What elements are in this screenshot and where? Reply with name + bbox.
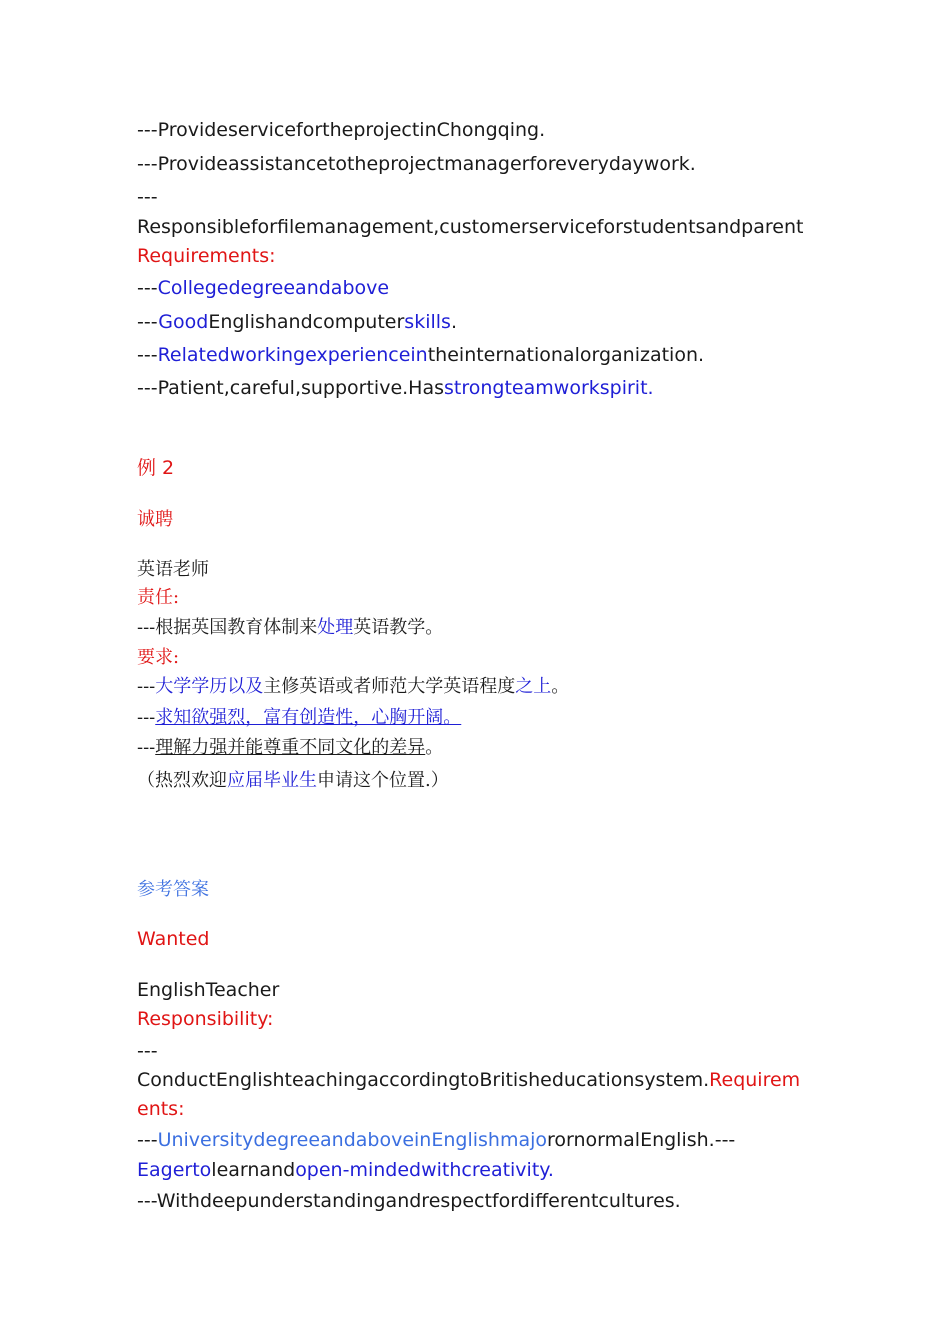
answer-wanted — [137, 927, 209, 951]
answer-requirement-line-3 — [137, 1189, 681, 1213]
requirement-dash: --- — [137, 676, 156, 697]
answer-heading-text: 参考答案 — [137, 879, 209, 900]
responsibility-highlight-cn: 处理 — [317, 617, 354, 638]
answer-responsibility-line — [137, 1068, 800, 1092]
requirement-highlight: Good — [158, 311, 209, 333]
responsibility-heading-cn — [137, 586, 179, 610]
note-line-cn — [137, 769, 449, 793]
requirement-text: ---Patient,careful,supportive.Has — [137, 377, 445, 399]
answer-text: rornormalEnglish.--- — [547, 1129, 736, 1151]
answer-responsibility-heading — [137, 1007, 273, 1031]
requirement-line-1 — [137, 276, 389, 300]
wanted-heading-cn-text: 诚聘 — [137, 509, 173, 530]
requirement-dash: --- — [137, 737, 156, 758]
duty-line-2 — [137, 152, 696, 176]
note-highlight-cn: 应届毕业生 — [227, 770, 317, 791]
requirements-heading — [137, 244, 276, 268]
note-text-cn: （热烈欢迎 — [137, 770, 227, 791]
duty-line-1 — [137, 118, 545, 142]
duty-dash-3: --- — [137, 186, 158, 208]
requirement-line-4 — [137, 376, 654, 400]
answer-dash: --- — [137, 1040, 158, 1062]
duty-text-2: ---Provideassistancetotheprojectmanagerforeverydaywork. — [137, 153, 696, 175]
note-text-cn: 申请这个位置.） — [317, 770, 449, 791]
requirement-highlight-cn: 大学学历以及 — [155, 676, 264, 697]
responsibility-line-cn — [137, 616, 443, 640]
answer-requirements-heading-cont-text: ents: — [137, 1098, 185, 1120]
requirement-text: theinternationalorganization. — [427, 344, 705, 366]
requirement-dash: --- — [137, 707, 156, 728]
answer-highlight: Eagerto — [137, 1159, 212, 1181]
answer-position-text: EnglishTeacher — [137, 979, 280, 1001]
duty-text-3: Responsibleforfilemanagement,customerserviceforstudentsandparent — [137, 216, 804, 238]
responsibility-text-cn: ---根据英国教育体制来 — [137, 617, 318, 638]
requirement-text: Englishandcomputer — [208, 311, 405, 333]
responsibility-text-cn: 英语教学。 — [353, 617, 444, 638]
requirement-text-cn: 。 — [551, 676, 570, 697]
requirement-highlight: Collegedegreeandabove — [157, 277, 390, 299]
requirements-heading-cn — [137, 646, 179, 670]
requirement-text: . — [450, 311, 457, 333]
example-label — [137, 456, 174, 480]
answer-text: learnand — [211, 1159, 296, 1181]
requirement-dash: --- — [137, 277, 158, 299]
requirement-dash: --- — [137, 311, 159, 333]
position-title-cn — [137, 558, 209, 582]
answer-heading — [137, 878, 209, 902]
requirement-line-cn-1 — [137, 675, 569, 699]
requirement-highlight: strongteamworkspirit. — [444, 377, 654, 399]
requirement-highlight-cn: 之上 — [515, 676, 552, 697]
duty-text-1: ---ProvideservicefortheprojectinChongqing. — [137, 119, 546, 141]
answer-requirement-line-2 — [137, 1158, 554, 1182]
duty-line-3 — [137, 215, 803, 239]
requirement-highlight: skills — [404, 311, 451, 333]
requirement-line-cn-2 — [137, 706, 461, 730]
requirement-dash: --- — [137, 344, 158, 366]
duty-line-3-dash — [137, 185, 158, 209]
answer-requirements-heading: Requirem — [709, 1069, 801, 1091]
requirements-heading-cn-text: 要求: — [137, 647, 180, 668]
answer-requirements-heading-cont — [137, 1097, 184, 1121]
example-label-text: 例 2 — [137, 457, 175, 479]
answer-responsibility-dash — [137, 1039, 158, 1063]
answer-highlight: open-mindedwithcreativity. — [295, 1159, 554, 1181]
requirement-line-2 — [137, 310, 457, 334]
answer-responsibility-heading-text: Responsibility: — [137, 1008, 274, 1030]
answer-requirement-line-1 — [137, 1128, 735, 1152]
requirement-line-3 — [137, 343, 704, 367]
answer-dash: --- — [137, 1129, 158, 1151]
requirement-highlight-cn: 求知欲强烈，富有创造性，心胸开阔。 — [155, 707, 462, 728]
position-title-cn-text: 英语老师 — [137, 559, 209, 580]
requirements-heading-text: Requirements: — [137, 245, 276, 267]
answer-wanted-text: Wanted — [137, 928, 210, 950]
answer-text: ---Withdeepunderstandingandrespectfordifferentcultures. — [137, 1190, 681, 1212]
requirement-highlight: Relatedworkingexperiencein — [157, 344, 428, 366]
wanted-heading-cn — [137, 508, 173, 532]
requirement-text-cn: 理解力强并能尊重不同文化的差异 — [155, 737, 426, 758]
answer-responsibility-text: ConductEnglishteachingaccordingtoBritisheducationsystem. — [137, 1069, 710, 1091]
answer-highlight: UniversitydegreeandaboveinEnglishmajo — [157, 1129, 547, 1151]
requirement-text-cn: 。 — [425, 737, 444, 758]
responsibility-heading-cn-text: 责任: — [137, 587, 180, 608]
requirement-text-cn: 主修英语或者师范大学英语程度 — [263, 676, 516, 697]
answer-position — [137, 978, 279, 1002]
requirement-line-cn-3 — [137, 736, 443, 760]
